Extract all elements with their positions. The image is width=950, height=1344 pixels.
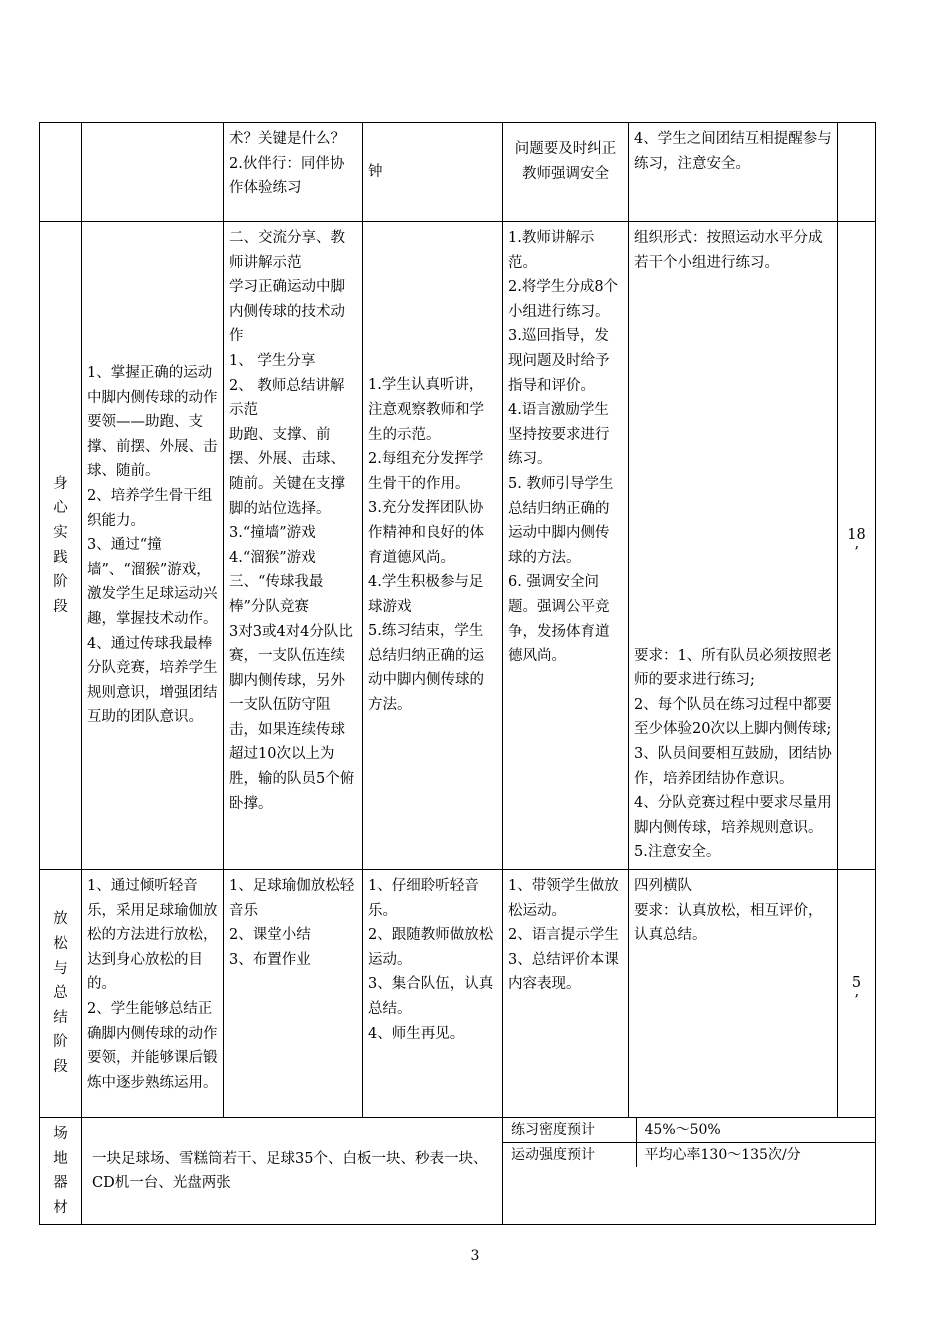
students-cell: 钟 (363, 123, 503, 222)
time-cell-empty (838, 123, 876, 222)
time-value: 5 ’ (851, 974, 862, 1009)
page-number: 3 (470, 1248, 480, 1264)
goals-cell-empty (82, 123, 224, 222)
org-cell: 四列横队 要求：认真放松，相互评价，认真总结。 (629, 870, 838, 1118)
stage-label-text: 身 心 实 践 阶 段 (53, 475, 68, 615)
stage-label (40, 870, 82, 1118)
table-row-equipment (40, 1118, 876, 1225)
students-cell: 1.学生认真听讲，注意观察教师和学生的示范。 2.每组充分发挥学生骨干的作用。 3.充分发挥团队协作精神和良好的体育道德风尚。 4.学生积极参与足球游戏 5.练习结束，学生总结归纳正确的运动中脚内侧传球的方法。 (363, 222, 503, 870)
time-cell (838, 870, 876, 1118)
time-value: 18 ’ (847, 526, 866, 561)
table-row-relax-stage (40, 870, 876, 1118)
table-row-continuation (40, 123, 876, 222)
stage-cell-empty (40, 123, 82, 222)
stage-label-text: 场 地 器 材 (53, 1126, 68, 1216)
estimates-cell (503, 1118, 876, 1225)
org-form: 组织形式：按照运动水平分成若干个小组进行练习。 (634, 230, 823, 271)
equipment-cell: 一块足球场、雪糕筒若干、足球35个、白板一块、秒表一块、CD机一台、光盘两张 (82, 1118, 503, 1225)
org-requirements: 要求：1、所有队员必须按照老师的要求进行练习; 2、每个队员在练习过程中都要至少体验20次以上脚内侧传球; 3、队员间要相互鼓励，团结协作，培养团结协作意识。 4、分队竞赛过程中要求尽量用脚内侧传球，培养规则意识。 5.注意安全。 (634, 647, 832, 861)
org-cell (629, 222, 838, 870)
content-cell: 术？关键是什么？ 2.伙伴行：同伴协作体验练习 (224, 123, 363, 222)
goals-cell: 1、掌握正确的运动中脚内侧传球的动作要领——助跑、支撑、前摆、外展、击球、随前。 2、培养学生骨干组织能力。 3、通过“撞墙”、“溜猴”游戏，激发学生足球运动兴趣，掌握技术动作。 4、通过传球我最棒分队竞赛，培养学生规则意识，增强团结互助的团队意识。 (82, 222, 224, 870)
time-cell (838, 222, 876, 870)
density-value: 45%～50% (636, 1118, 875, 1143)
students-cell: 1、仔细聆听轻音乐。 2、跟随教师做放松运动。 3、集合队伍，认真总结。 4、师生再见。 (363, 870, 503, 1118)
stage-label-text: 放 松 与 总 结 阶 段 (53, 911, 68, 1075)
table-row-practice-stage (40, 222, 876, 870)
stage-label (40, 1118, 82, 1225)
content-cell: 1、足球瑜伽放松轻音乐 2、课堂小结 3、布置作业 (224, 870, 363, 1118)
teacher-cell: 1.教师讲解示范。 2.将学生分成8个小组进行练习。 3.巡回指导，发现问题及时给予指导和评价。 4.语言激励学生坚持按要求进行练习。 5. 教师引导学生总结归纳正确的运动中脚内侧传球的方法。 6. 强调安全问题。强调公平竞争，发扬体育道德风尚。 (503, 222, 629, 870)
content-cell: 二、交流分享、教师讲解示范 学习正确运动中脚内侧传球的技术动作 1、 学生分享 2、 教师总结讲解示范 助跑、支撑、前摆、外展、击球、随前。关键在支撑脚的站位选择。 3.“撞墙”游戏 4.“溜猴”游戏 三、“传球我最棒”分队竞赛 3对3或4对4分队比赛，一支队伍连续脚内侧传球，另外一支队伍防守阻击，如果连续传球超过10次以上为胜，输的队员5个俯卧撑。 (224, 222, 363, 870)
teacher-cell: 问题要及时纠正 教师强调安全 (503, 123, 629, 222)
org-cell: 4、学生之间团结互相提醒参与练习，注意安全。 (629, 123, 838, 222)
intensity-value: 平均心率130～135次/分 (644, 1147, 801, 1163)
estimates-table (503, 1118, 875, 1167)
goals-cell: 1、通过倾听轻音乐，采用足球瑜伽放松的方法进行放松，达到身心放松的目的。 2、学生能够总结正确脚内侧传球的动作要领，并能够课后锻炼中逐步熟练运用。 (82, 870, 224, 1118)
density-label: 练习密度预计 (503, 1118, 636, 1143)
teacher-cell: 1、带领学生做放松运动。 2、语言提示学生 3、总结评价本课内容表现。 (503, 870, 629, 1118)
intensity-label: 运动强度预计 (503, 1143, 636, 1168)
stage-label (40, 222, 82, 870)
lesson-plan-table (39, 122, 876, 1225)
